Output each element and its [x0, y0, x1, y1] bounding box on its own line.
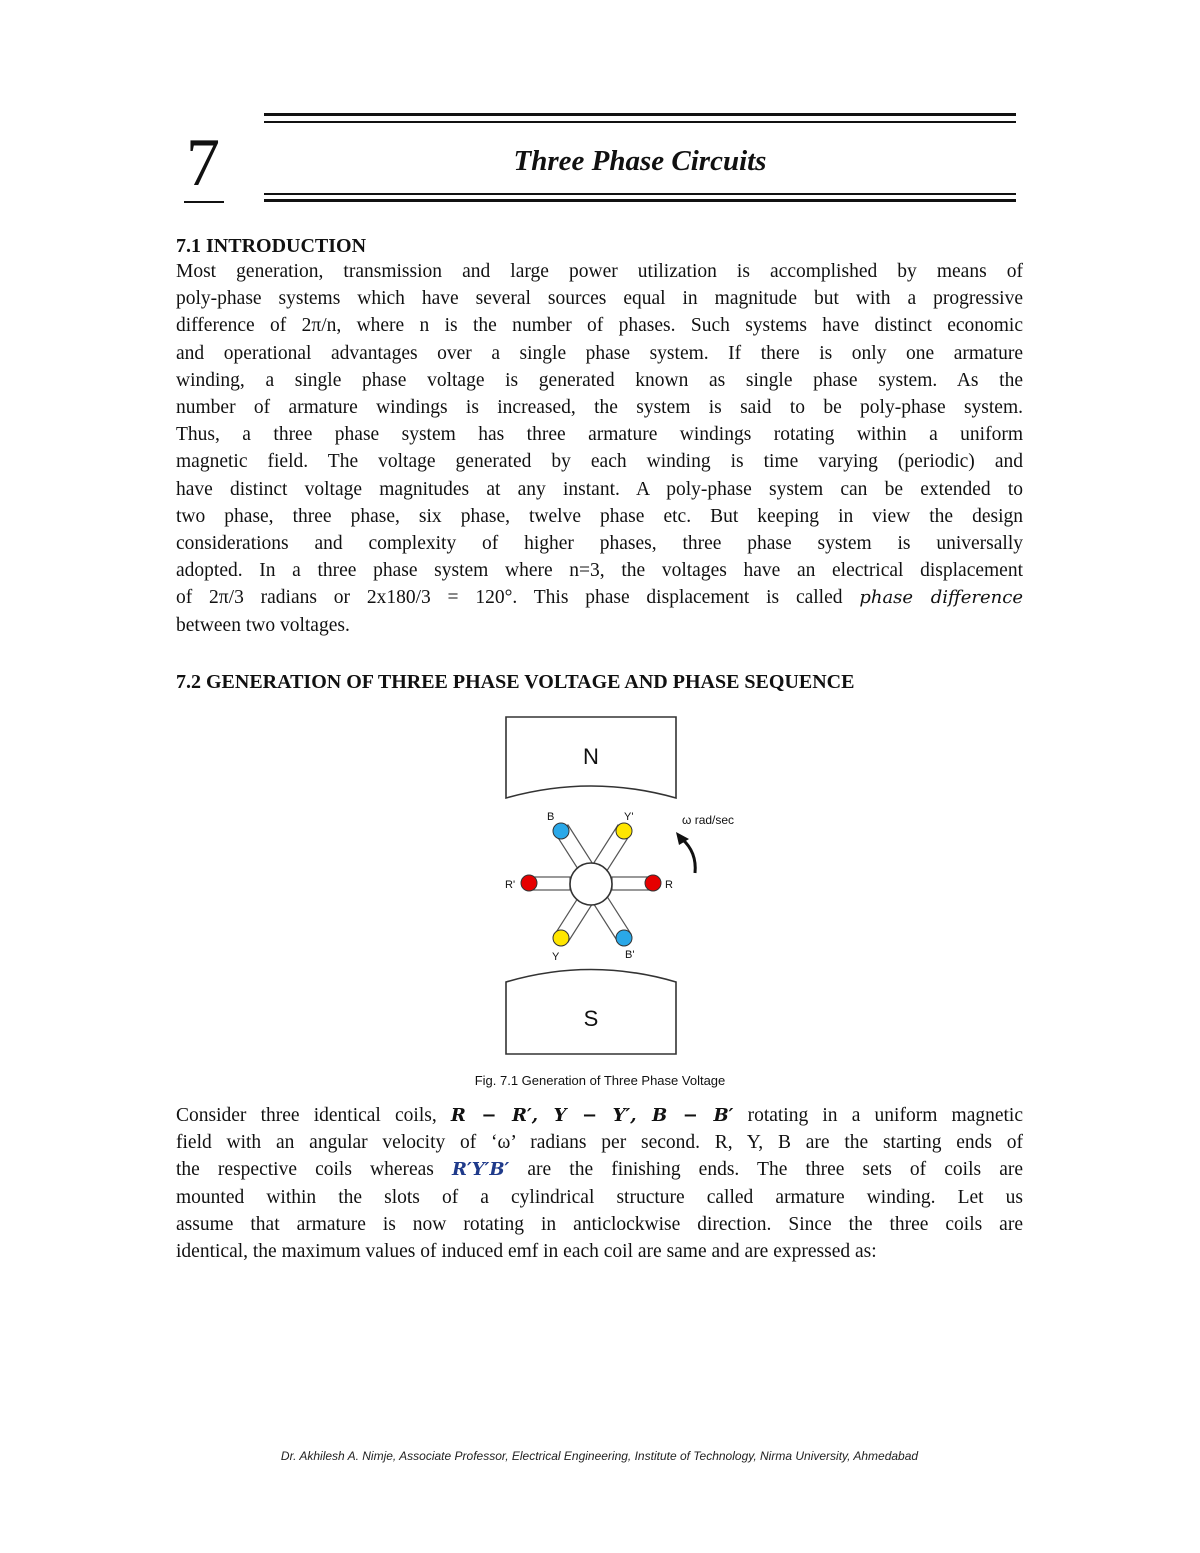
text-line: magnetic field. The voltage generated by each winding is time varying (periodic) and: [176, 451, 1023, 473]
rotation-arrow: [682, 839, 695, 873]
phase-difference-term: phase difference: [859, 587, 1023, 609]
section-heading-generation: 7.2 GENERATION OF THREE PHASE VOLTAGE AND PHASE SEQUENCE: [176, 671, 855, 693]
conductor-y-prime: [616, 823, 632, 839]
introduction-paragraph: [176, 258, 1023, 639]
coil-pairs-math: R − R′, Y − Y′, B − B′: [450, 1105, 734, 1126]
conductor-r-prime: [521, 875, 537, 891]
text-line: winding, a single phase voltage is generated known as single phase system. As the: [176, 369, 1023, 391]
section-heading-introduction: 7.1 INTRODUCTION: [176, 235, 367, 257]
text-line: difference of 2π/n, where n is the number of phases. Such systems have distinct economic: [176, 315, 1023, 337]
omega-label: ω rad/sec: [682, 813, 735, 827]
finishing-ends-math: R′Y′B′: [452, 1159, 510, 1181]
text-line: assume that armature is now rotating in anticlockwise direction. Since the three coils are: [176, 1213, 1023, 1235]
figure-caption: Fig. 7.1 Generation of Three Phase Voltage: [474, 1073, 726, 1088]
conductor-b-prime: [616, 930, 632, 946]
header-rule-bottom-1: [264, 193, 1016, 195]
text-line: between two voltages.: [176, 614, 350, 636]
text-fragment: rotating in a uniform magnetic: [747, 1105, 1024, 1126]
text-line: Most generation, transmission and large power utilization is accomplished by means of: [176, 261, 1023, 282]
conductor-b: [553, 823, 569, 839]
text-line: field with an angular velocity of ‘ω’ radians per second. R, Y, B are the starting ends of: [176, 1132, 1023, 1154]
generation-paragraph: [176, 1102, 1023, 1265]
chapter-title: Three Phase Circuits: [513, 145, 767, 177]
text-line: two phase, three phase, six phase, twelve phase etc. But keeping in view the design: [176, 505, 1023, 527]
generator-diagram: [500, 712, 790, 1062]
three-phase-generator-figure: [500, 712, 790, 1062]
label-y: Y: [552, 951, 560, 963]
north-pole-label: N: [583, 744, 599, 769]
text-line: [176, 1156, 1023, 1183]
text-line: number of armature windings is increased, the system is said to be poly-phase system.: [176, 397, 1023, 419]
label-y-prime: Y': [624, 811, 634, 823]
header-rule-bottom-2: [264, 199, 1016, 202]
text-fragment: Consider three identical coils,: [176, 1105, 437, 1126]
conductor-r: [645, 875, 661, 891]
text-fragment: the respective coils whereas: [176, 1159, 434, 1181]
south-pole-label: S: [583, 1006, 599, 1031]
text-line: Thus, a three phase system has three armature windings rotating within a uniform: [176, 424, 1023, 446]
text-fragment: are the finishing ends. The three sets of coils are: [527, 1159, 1023, 1181]
text-line: [176, 584, 1023, 611]
text-line: poly-phase systems which have several sources equal in magnitude but with a progressive: [176, 288, 1023, 310]
page-footer: Dr. Akhilesh A. Nimje, Associate Professor, Electrical Engineering, Institute of Technology, Nirma University, Ahmedabad: [280, 1449, 919, 1463]
label-b: B: [547, 811, 555, 823]
armature-hub: [570, 863, 612, 905]
chapter-number-underline: [184, 201, 224, 203]
header-rule-top-1: [264, 113, 1016, 116]
label-b-prime: B': [625, 949, 635, 961]
label-r: R: [665, 879, 673, 891]
text-line: [176, 1102, 1023, 1129]
chapter-number: 7: [186, 124, 220, 200]
text-line: and operational advantages over a single phase system. If there is only one armature: [176, 342, 1023, 364]
text-line: have distinct voltage magnitudes at any instant. A poly-phase system can be extended to: [176, 478, 1023, 500]
label-r-prime: R': [505, 879, 516, 891]
text-fragment: of 2π/3 radians or 2x180/3 = 120°. This phase displacement is called: [176, 587, 843, 609]
text-line: considerations and complexity of higher phases, three phase system is universally: [176, 533, 1023, 555]
text-line: adopted. In a three phase system where n=3, the voltages have an electrical displacement: [176, 560, 1023, 582]
text-line: mounted within the slots of a cylindrical structure called armature winding. Let us: [176, 1186, 1023, 1208]
text-line: identical, the maximum values of induced emf in each coil are same and are expressed as:: [176, 1241, 877, 1263]
header-rule-top-2: [264, 121, 1016, 123]
conductor-y: [553, 930, 569, 946]
